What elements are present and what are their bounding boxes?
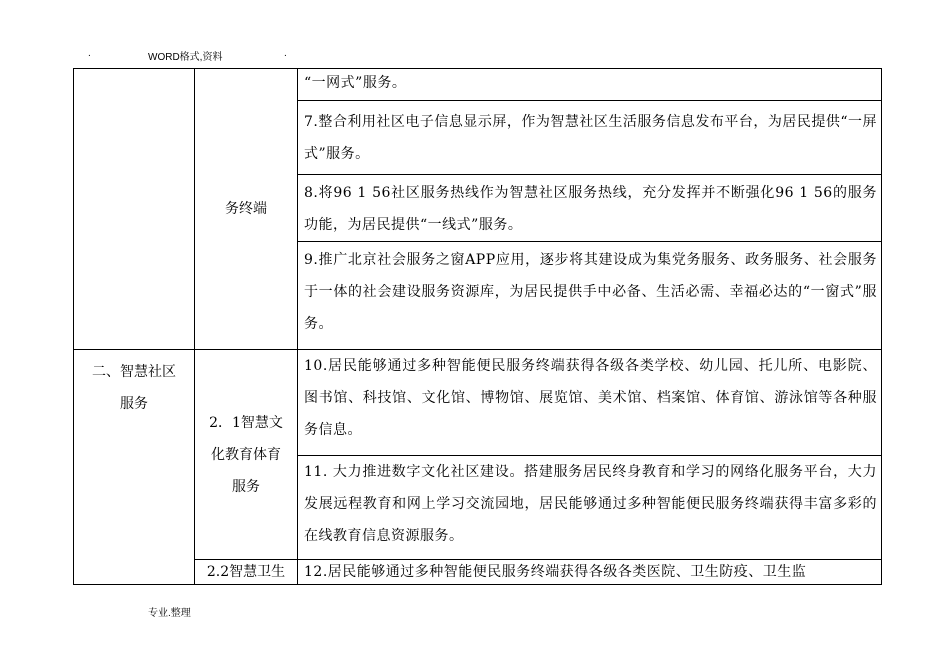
content-table <box>73 68 882 585</box>
item-cell-9: 9.推广北京社会服务之窗APP应用，逐步将其建设成为集党务服务、政务服务、社会服务于一体的社会建设服务资源库，为居民提供手中必备、生活必需、幸福必达的“一窗式”服务。 <box>298 242 882 350</box>
header-title: WORD格式,资料 <box>148 52 223 63</box>
section2-title-line1: 二、智慧社区 <box>92 364 176 380</box>
sub21-col2-cell <box>195 350 298 560</box>
table-row <box>74 560 882 585</box>
item-cell-11: 11. 大力推进数字文化社区建设。搭建服务居民终身教育和学习的网络化服务平台，大力发展远程教育和网上学习交流园地，居民能够通过多种智能便民服务终端获得丰富多彩的在线教育信息资源服务。 <box>298 456 882 560</box>
sub22-col2-cell <box>195 560 298 585</box>
page-footer: 专业.整理 <box>148 608 191 619</box>
header-dot-right: . <box>284 48 287 59</box>
col2-label-terminal: 务终端 <box>225 201 267 217</box>
item-cell-7: 7.整合利用社区电子信息显示屏，作为智慧社区生活服务信息发布平台，为居民提供“一屏式”服务。 <box>298 101 882 175</box>
sub21-title-line2: 化教育体育 <box>211 446 281 463</box>
table-row <box>74 350 882 456</box>
item-cell-12: 12.居民能够通过多种智能便民服务终端获得各级各类医院、卫生防疫、卫生监 <box>298 560 882 585</box>
section1-col2-cell <box>195 69 298 350</box>
sub21-title-line3: 服务 <box>232 478 260 495</box>
sub22-title: 2.2智慧卫生 <box>206 564 286 580</box>
section2-title-line2: 服务 <box>120 396 148 412</box>
sub21-title-line1: 2．1智慧文 <box>209 414 283 431</box>
item-cell-8: 8.将96 1 56社区服务热线作为智慧社区服务热线，充分发挥并不断强化96 1 56的服务功能，为居民提供“一线式”服务。 <box>298 175 882 242</box>
section2-col1-cell <box>74 350 195 585</box>
header-dot-left: . <box>88 48 91 59</box>
section1-col1-cell <box>74 69 195 350</box>
item-cell-6-tail: “一网式”服务。 <box>298 69 882 101</box>
item-cell-10: 10.居民能够通过多种智能便民服务终端获得各级各类学校、幼儿园、托儿所、电影院、图书馆、科技馆、文化馆、博物馆、展览馆、美术馆、档案馆、体育馆、游泳馆等各种服务信息。 <box>298 350 882 456</box>
table-row <box>74 69 882 101</box>
